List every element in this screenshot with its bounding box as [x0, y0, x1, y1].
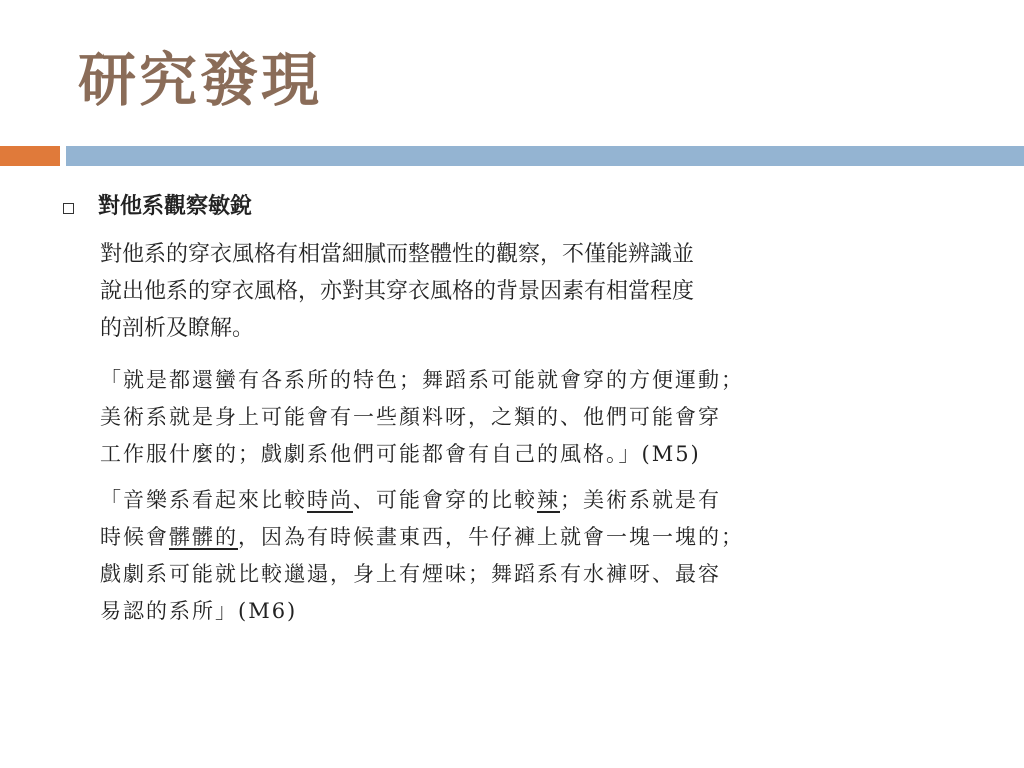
- quote-line: 戲劇系可能就比較邋遢，身上有煙味；舞蹈系有水褲呀、最容: [100, 562, 721, 586]
- square-bullet-icon: [63, 203, 74, 214]
- quote-text: 、可能會穿的比較: [353, 488, 537, 512]
- accent-bar-blue: [66, 146, 1024, 166]
- quote-m6: [100, 482, 980, 630]
- quote-line: 「就是都還蠻有各系所的特色；舞蹈系可能就會穿的方便運動；: [100, 368, 744, 392]
- quote-line: 工作服什麼的；戲劇系他們可能都會有自己的風格。」(M5): [100, 442, 701, 466]
- accent-bar-orange: [0, 146, 60, 166]
- quote-text: ，因為有時候畫東西，牛仔褲上就會一塊一塊的；: [238, 525, 744, 549]
- quote-text: ；美術系就是有: [560, 488, 721, 512]
- summary-paragraph: [100, 236, 960, 347]
- paragraph-line: 說出他系的穿衣風格，亦對其穿衣風格的背景因素有相當程度: [100, 279, 695, 304]
- underlined-term: 時尚: [307, 488, 353, 512]
- quote-line: [100, 482, 980, 519]
- paragraph-line: 的剖析及瞭解。: [100, 316, 255, 341]
- paragraph-line: 對他系的穿衣風格有相當細膩而整體性的觀察，不僅能辨識並: [100, 242, 695, 267]
- bullet-heading: 對他系觀察敏銳: [98, 194, 253, 219]
- quote-line: 美術系就是身上可能會有一些顏料呀，之類的、他們可能會穿: [100, 405, 721, 429]
- quote-m5: [100, 362, 980, 473]
- quote-text: 時候會: [100, 525, 169, 549]
- underlined-term: 辣: [537, 488, 560, 512]
- quote-text: 「音樂系看起來比較: [100, 488, 307, 512]
- slide-title: 研究發現: [78, 46, 323, 114]
- quote-line: 易認的系所」(M6): [100, 599, 298, 623]
- quote-line: [100, 519, 980, 556]
- underlined-term: 髒髒的: [169, 525, 238, 549]
